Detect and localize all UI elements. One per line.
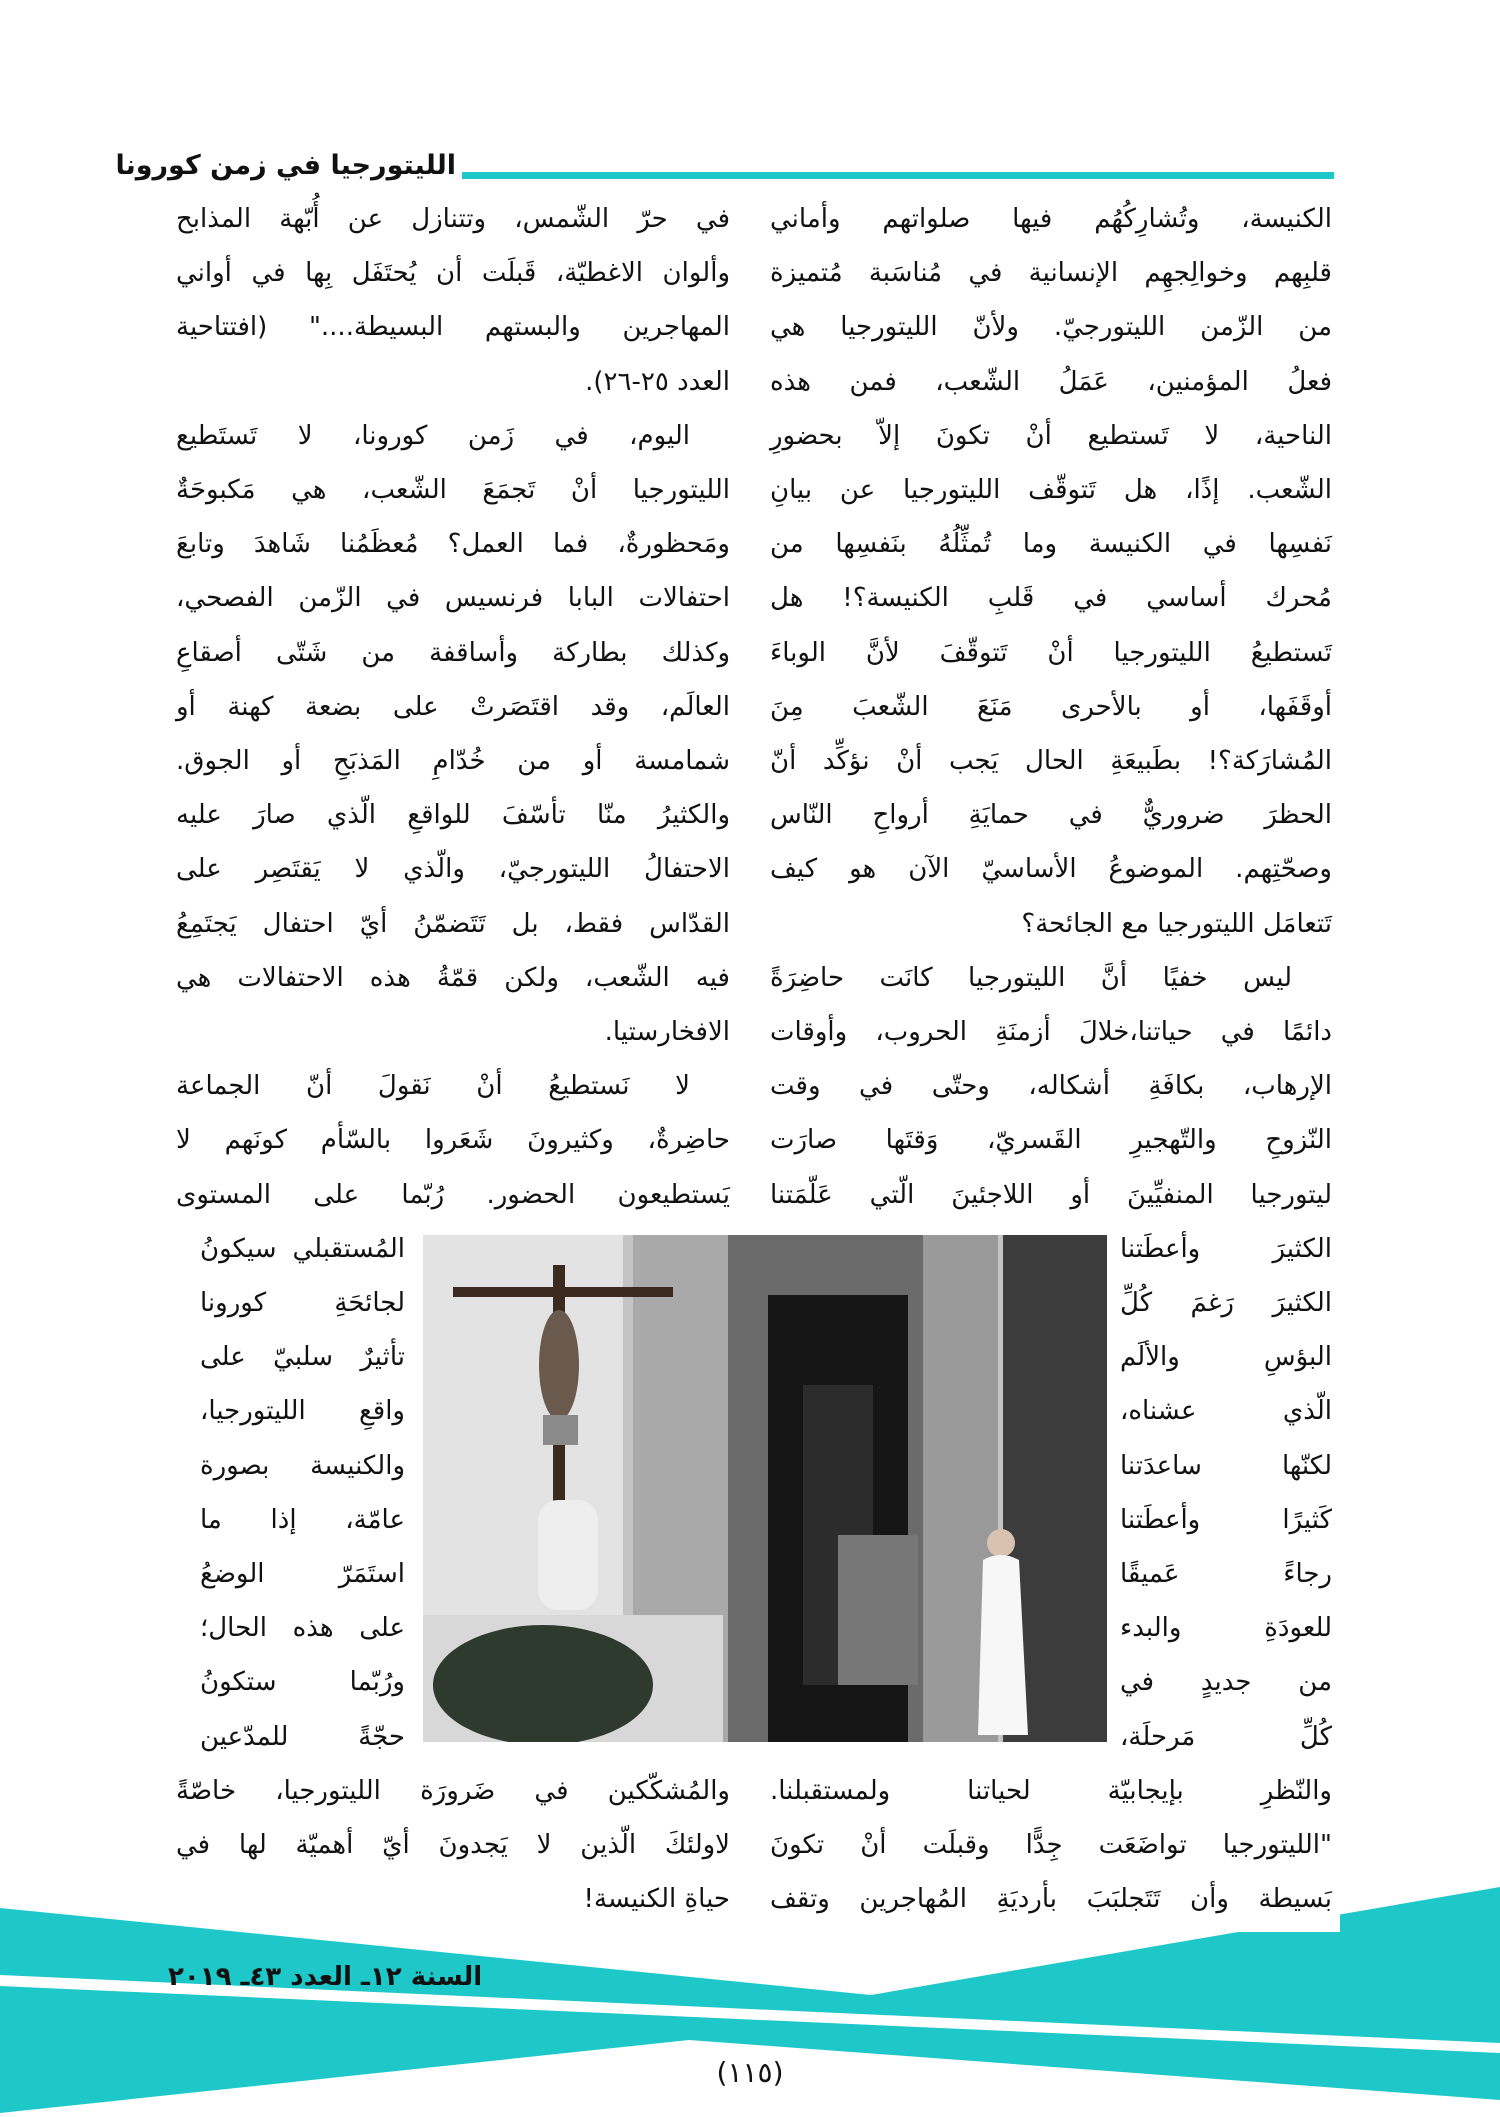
text-line: عامّة، إذا ما <box>200 1504 405 1535</box>
text-line: رجاءً عَميقًا <box>1120 1559 1332 1589</box>
text-line: تأثيرٌ سلبيّ على <box>200 1342 405 1373</box>
header-rule <box>462 172 1334 179</box>
text-line: قلبِهم وخوالِجهِم الإنسانية في مُناسَبة مُتميزة <box>770 258 1332 289</box>
text-line: الشّعب. إذًا، هل تَتوقّف الليتورجيا عن بيانِ <box>770 475 1332 505</box>
text-line: الليتورجيا أنْ تَجمَعَ الشّعب، هي مَكبوحَةٌ <box>176 475 730 505</box>
text-line: يَستطيعون الحضور. رُبّما على المستوى <box>176 1179 730 1210</box>
text-line: ليتورجيا المنفيِّينَ أو اللاجئينَ الّتي عَلّمَتنا <box>770 1179 1332 1210</box>
text-line: الافخارستيا. <box>604 1017 730 1047</box>
text-line: احتفالات البابا فرنسيس في الزّمن الفصحي، <box>176 583 730 614</box>
text-line: الإرهاب، بكافَةِ أشكاله، وحتّى في وقت <box>770 1071 1332 1102</box>
text-line: المُستقبلي سيكونُ <box>200 1233 405 1264</box>
text-line: والكنيسة بصورة <box>200 1450 405 1481</box>
text-line: تَتعامَل الليتورجيا مع الجائحة؟ <box>1021 908 1332 939</box>
text-line: الناحية، لا تَستطيع أنْ تكونَ إلاّ بحضورِ <box>770 420 1332 451</box>
text-line: الّذي عشناه، <box>1120 1396 1332 1427</box>
text-line: والكثيرُ منّا تأسّفَ للواقعِ الّذي صارَ عليه <box>176 800 730 831</box>
text-line: المهاجرين والبستهم البسيطة...." (افتتاحية <box>176 312 730 343</box>
text-line: على هذه الحال؛ <box>200 1613 405 1644</box>
text-line: العدد ٢٥-٢٦). <box>585 366 730 397</box>
text-line: لجائحَةِ كورونا <box>200 1288 405 1318</box>
text-line: لا نَستطيعُ أنْ نَقولَ أنّ الجماعة <box>176 1071 690 1102</box>
text-line: شمامسة أو من خُدّامِ المَذبَحِ أو الجوق. <box>176 746 730 776</box>
text-line: اليوم، في زَمن كورونا، لا تَستَطيع <box>176 420 690 451</box>
text-line: ليس خفيًا أنَّ الليتورجيا كانَت حاضِرَةً <box>770 962 1292 993</box>
text-line: للعودَةِ والبدء <box>1120 1613 1332 1644</box>
text-line: من الزّمن الليتورجيّ. ولأنّ الليتورجيا هي <box>770 312 1332 343</box>
text-line: الكثيرَ رَغمَ كُلِّ <box>1120 1288 1332 1318</box>
text-line: من جديدٍ في <box>1120 1667 1332 1698</box>
page-number: (١١٥) <box>716 2056 784 2089</box>
text-line: في حرّ الشّمس، وتتنازل عن أُبّهة المذابح <box>176 204 730 234</box>
text-line: مُحرك أساسي في قَلبِ الكنيسة؟! هل <box>770 583 1332 614</box>
text-line: نَفسِها في الكنيسة وما تُمثِّلُهُ بنَفسِها من <box>770 529 1332 560</box>
text-line: وألوان الاغطيّة، قَبلَت أن يُحتَفَل بِها في أواني <box>176 258 730 289</box>
text-line: حياةِ الكنيسة! <box>583 1884 730 1915</box>
text-line: والمُشكّكين في ضَرورَة الليتورجيا، خاصّةً <box>176 1775 730 1806</box>
text-line: استَمَرّ الوضعُ <box>200 1559 405 1589</box>
text-line: والنّظرِ بإيجابيّة لحياتنا ولمستقبلنا. <box>770 1775 1332 1806</box>
text-line: فيه الشّعب، ولكن قمّةُ هذه الاحتفالات هي <box>176 962 730 993</box>
text-line: لكنّها ساعدَتنا <box>1120 1450 1332 1481</box>
text-line: المُشارَكة؟! بطَبيعَةِ الحال يَجب أنْ نؤكِّد أنّ <box>770 746 1332 776</box>
text-line: القدّاس فقط، بل تَتَضمّنُ أيّ احتفال يَجتَمِعُ <box>176 908 730 939</box>
text-line: كُلِّ مَرحلَة، <box>1120 1721 1332 1752</box>
text-line: لاولئكَ الّذين لا يَجدونَ أيّ أهميّة لها في <box>176 1830 730 1860</box>
text-line: دائمًا في حياتنا،خلالَ أزمنَةِ الحروب، وأوقات <box>770 1017 1332 1047</box>
text-line: العالَم، وقد اقتَصَرتْ على بضعة كهنة أو <box>176 691 730 722</box>
text-line: ورُبّما ستكونُ <box>200 1667 405 1698</box>
text-line: حجّةً للمدّعين <box>200 1721 405 1752</box>
text-line: البؤسِ والألَم <box>1120 1342 1332 1373</box>
text-line: وصحّتِهم. الموضوعُ الأساسيّ الآن هو كيف <box>770 854 1332 885</box>
text-line: بَسيطة وأن تَتَجلبَبَ بأرديَةِ المُهاجرين وتقف <box>770 1884 1332 1915</box>
running-title: الليتورجيا في زمن كورونا <box>115 150 456 181</box>
text-line: النّزوحِ والتّهجيرِ القَسريّ، وَقتَها صارَت <box>770 1125 1332 1156</box>
text-line: الكنيسة، وتُشارِكُهُم فيها صلواتهم وأماني <box>770 204 1332 234</box>
text-line: وكذلك بطاركة وأساقفة من شَتّى أصقاعِ <box>176 637 730 668</box>
text-line: كَثيرًا وأعطَتنا <box>1120 1504 1332 1535</box>
article-photo-pope-crucifix <box>423 1235 1107 1742</box>
text-line: "الليتورجيا تواضَعَت جِدًّا وقبلَت أنْ تكونَ <box>770 1830 1332 1860</box>
text-line: فعلُ المؤمنين، عَمَلُ الشّعب، فمن هذه <box>770 366 1332 397</box>
text-line: الكثيرَ وأعطَتنا <box>1120 1233 1332 1264</box>
text-line: أوقَفَها، أو بالأحرى مَنَعَ الشّعبَ مِنَ <box>770 691 1332 722</box>
text-line: ومَحظورةٌ، فما العمل؟ مُعظَمُنا شَاهدَ وتابعَ <box>176 529 730 560</box>
issue-info: السنة ١٢ـ العدد ٤٣ـ ٢٠١٩ <box>168 1962 483 1992</box>
text-line: واقعِ الليتورجيا، <box>200 1396 405 1427</box>
text-line: الحظرَ ضروريٌّ في حمايَةِ أرواحِ النّاس <box>770 800 1332 831</box>
text-line: حاضِرةٌ، وكثيرونَ شَعَروا بالسّأم كونَهم لا <box>176 1125 730 1156</box>
text-line: تَستطيعُ الليتورجيا أنْ تَتوقّفَ لأنَّ الوباءَ <box>770 637 1332 668</box>
text-line: الاحتفالُ الليتورجيّ، والّذي لا يَقتَصِر على <box>176 854 730 885</box>
